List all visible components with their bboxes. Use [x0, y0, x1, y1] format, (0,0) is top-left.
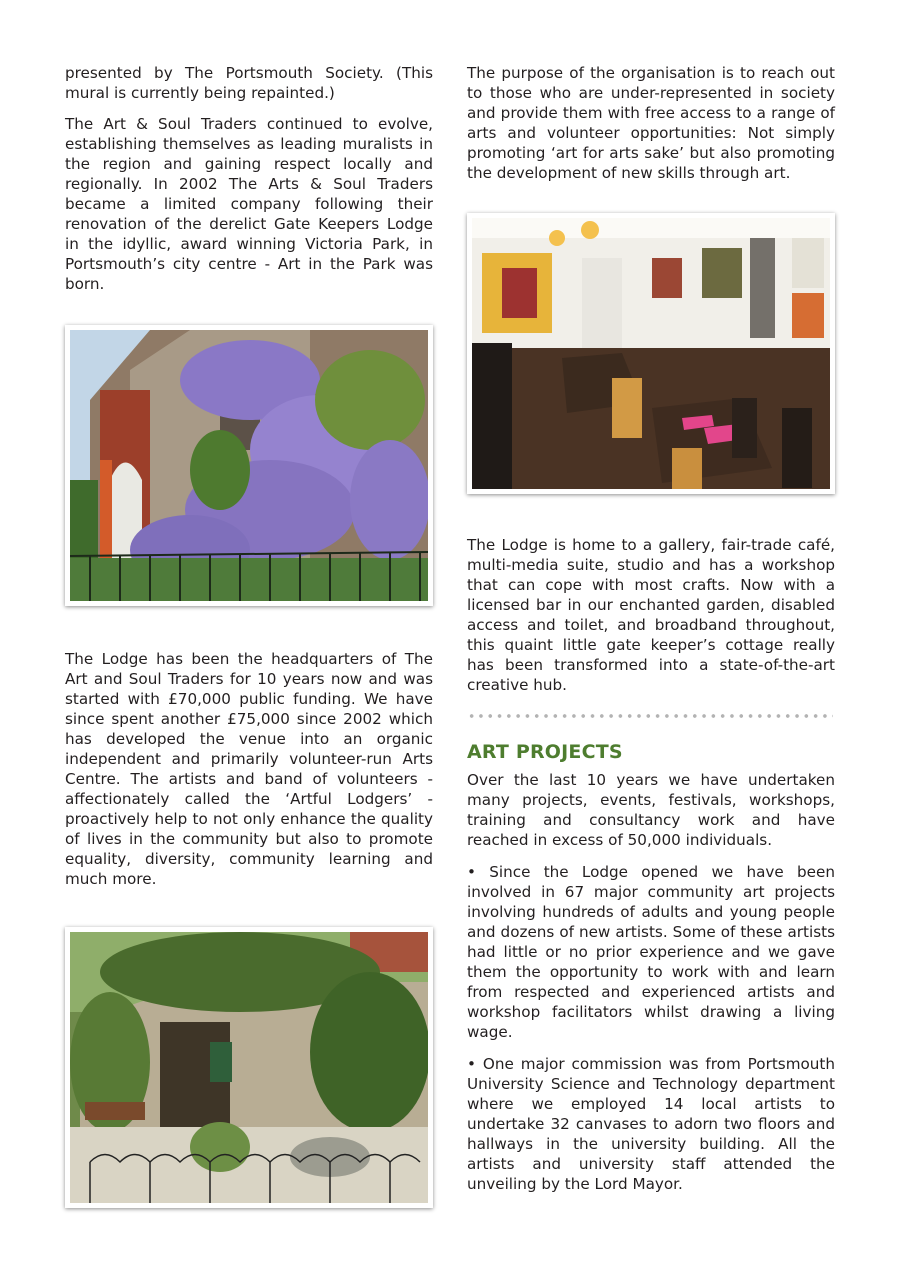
- paragraph-lodge-home: The Lodge is home to a gallery, fair-trade café, multi-media suite, studio and has a workshop that can cope with most crafts. Now with a licensed bar in our enchanted garden, disabled access and toilet, and broadband throughout, this quaint little gate keeper’s cottage really has been transformed into a state-of-the-art creative hub.: [467, 536, 835, 694]
- left-column-middle: [65, 649, 433, 889]
- garden-entrance-photo: [65, 927, 433, 1208]
- cafe-interior-photo: [467, 213, 835, 494]
- paragraph-university-commission: • One major commission was from Portsmouth University Science and Technology department where we employed 14 local artists to undertake 32 canvases to adorn two floors and hallways in the university building. All the artists and university staff attended the unveiling by the Lord Mayor.: [467, 1055, 835, 1193]
- paragraph-lodge-headquarters: The Lodge has been the headquarters of The Art and Soul Traders for 10 years now and was started with £70,000 public funding. We have since spent another £75,000 since 2002 which has developed the venue into an organic independent and primarily volunteer-run Arts Centre. The artists and band of volunteers - affectionately called the ‘Artful Lodgers’ - proactively help to not only enhance the quality of lives in the community but also to promote equality, diversity, community learning and much more.: [65, 650, 433, 888]
- left-column-top: [65, 63, 433, 294]
- right-column-top: [467, 63, 835, 183]
- paragraph-organisation-purpose: The purpose of the organisation is to reach out to those who are under-represented in society and provide them with free access to a range of arts and volunteer opportunities: Not simply promoting ‘art for arts sake’ but also promoting the development of new skills through art.: [467, 64, 835, 182]
- paragraph-community-projects: • Since the Lodge opened we have been involved in 67 major community art projects involving hundreds of adults and young people and dozens of new artists. Some of these artists had little or no prior experience and we gave them the opportunity to work with and learn from respected and experienced artists and workshop facilitators whilst drawing a living wage.: [467, 863, 835, 1041]
- dotted-divider: [467, 713, 833, 719]
- right-column-bottom: [467, 770, 835, 1194]
- paragraph-projects-overview: Over the last 10 years we have undertaken many projects, events, festivals, workshops, training and consultancy work and have reached in excess of 50,000 individuals.: [467, 771, 835, 849]
- lodge-wisteria-photo: [65, 325, 433, 606]
- right-column-middle: [467, 535, 835, 695]
- section-heading-art-projects: ART PROJECTS: [467, 741, 623, 763]
- paragraph-mural: presented by The Portsmouth Society. (This mural is currently being repainted.): [65, 64, 433, 102]
- paragraph-art-soul-traders: The Art & Soul Traders continued to evolve, establishing themselves as leading muralists in the region and gaining respect locally and regionally. In 2002 The Arts & Soul Traders became a limited company following their renovation of the derelict Gate Keepers Lodge in the idyllic, award winning Victoria Park, in Portsmouth’s city centre - Art in the Park was born.: [65, 115, 433, 293]
